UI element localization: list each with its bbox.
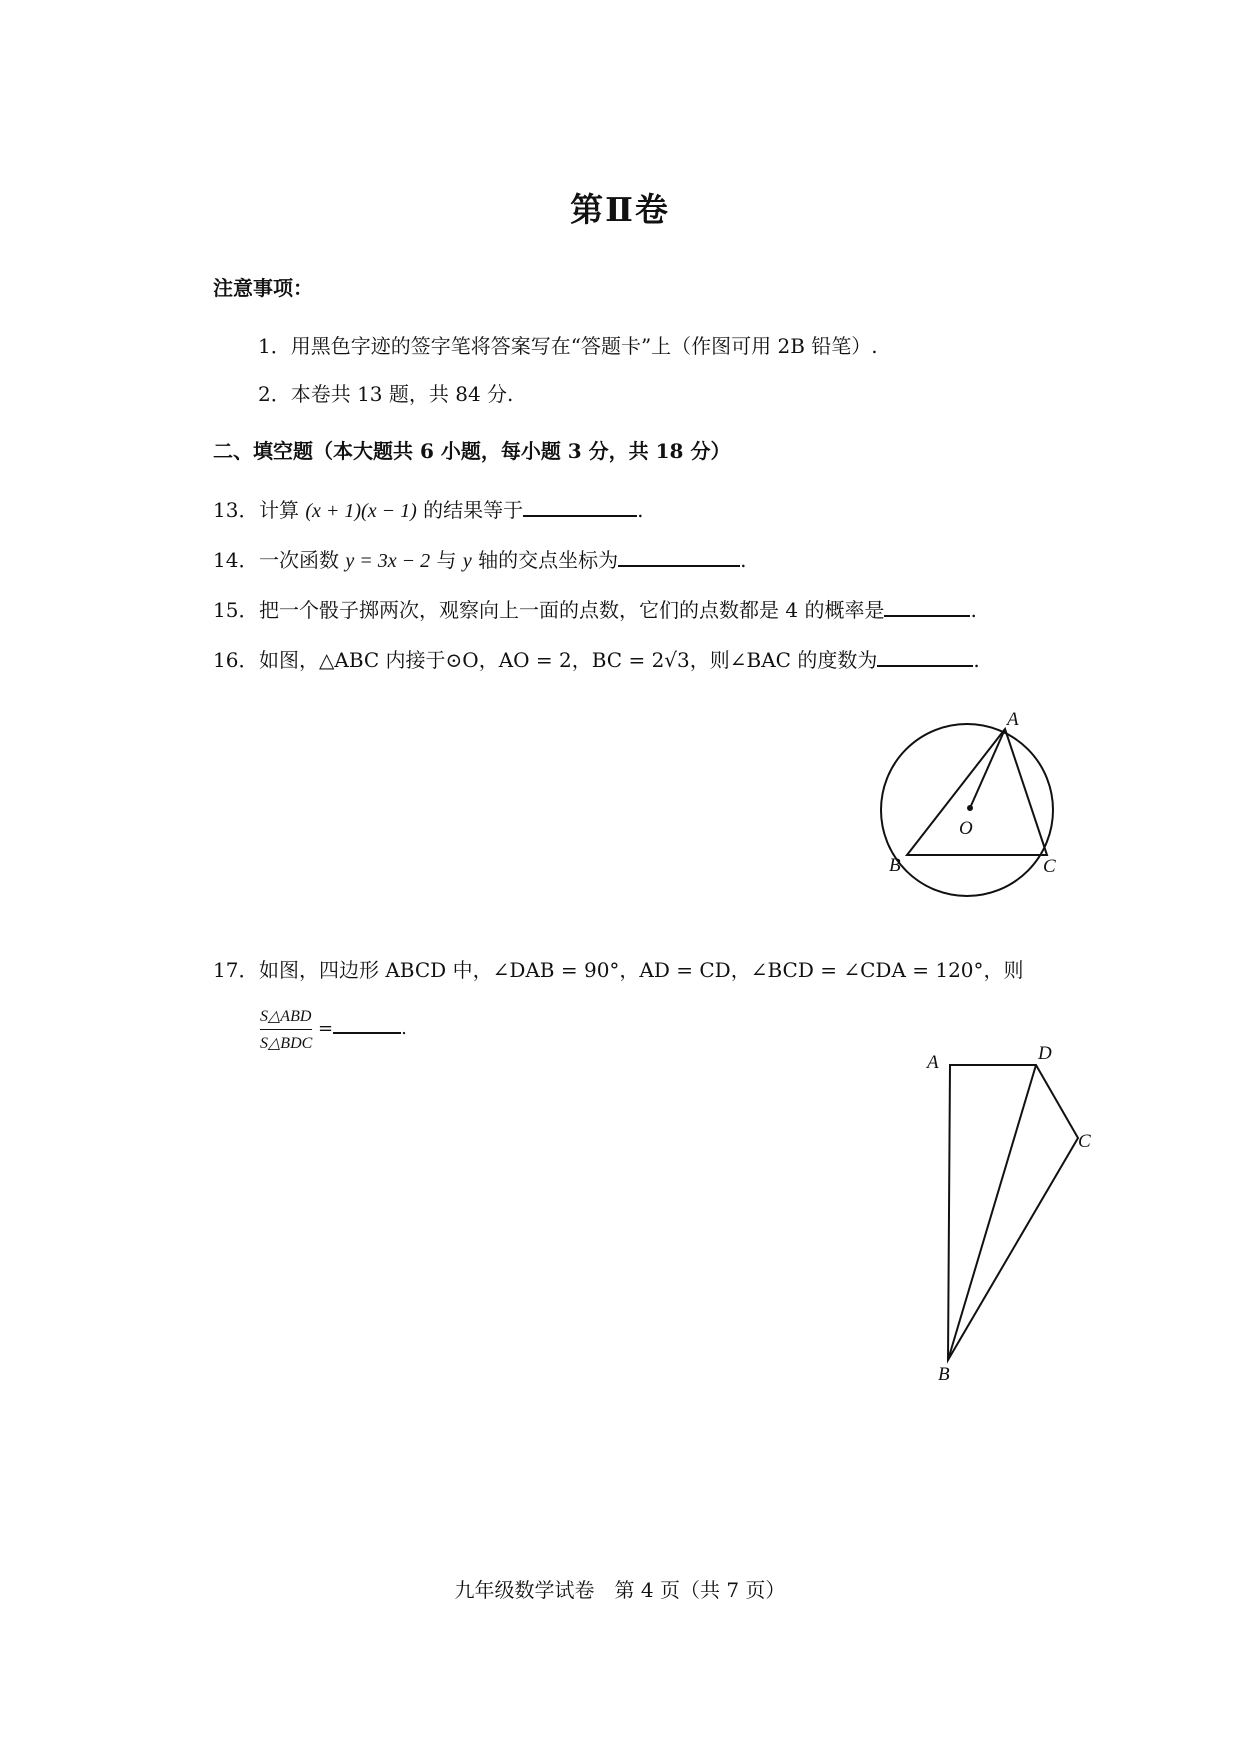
diagonal-bd [948,1065,1036,1360]
circle-o [881,724,1053,896]
question-15: 15．把一个骰子掷两次，观察向上一面的点数，它们的点数都是 4 的概率是 . [213,594,977,623]
notice-item-2: 2．本卷共 13 题，共 84 分. [258,382,514,406]
question-14: 14．一次函数 y = 3x − 2 与 y 轴的交点坐标为 . [213,544,746,573]
label-a: A [1007,709,1019,730]
fraction-denominator: S△BDC [260,1035,313,1052]
fraction-numerator: S△ABD [260,1008,312,1025]
answer-blank[interactable] [884,597,970,617]
label-c: C [1043,856,1056,877]
section-heading: 二、填空题（本大题共 6 小题，每小题 3 分，共 18 分） [213,439,731,463]
question-number: 14． [213,548,259,572]
figure-16-circle-triangle [875,708,1075,908]
center-point [967,805,973,811]
question-number: 17． [213,958,259,982]
formula: (x + 1)(x − 1) [305,500,417,522]
formula: y = 3x − 2 [345,550,431,572]
label-b: B [889,855,901,876]
answer-blank[interactable] [333,1018,401,1034]
label-d: D [1038,1043,1052,1064]
question-number: 13． [213,498,259,522]
fraction-bar [260,1029,312,1030]
question-number: 15． [213,598,259,622]
question-number: 16． [213,648,259,672]
figure-17-quadrilateral [910,1040,1100,1390]
label-c: C [1078,1131,1091,1152]
quadrilateral-abcd [948,1065,1078,1360]
answer-blank[interactable] [618,547,740,567]
label-o: O [959,818,973,839]
question-16: 16．如图，△ABC 内接于⊙O，AO = 2，BC = 2√3，则∠BAC 的度数为 . [213,644,980,673]
answer-blank[interactable] [523,497,637,517]
page-footer: 九年级数学试卷 第 4 页（共 7 页） [454,1578,786,1602]
question-17: 17．如图，四边形 ABCD 中，∠DAB = 90°，AD = CD，∠BCD = ∠CDA = 120°，则 [213,954,1024,983]
page-title: 第Ⅱ卷 [570,190,670,229]
label-b: B [938,1364,950,1385]
area-ratio-fraction [260,1006,312,1053]
question-13: 13．计算 (x + 1)(x − 1) 的结果等于 . [213,494,643,523]
notice-item-1: 1．用黑色字迹的签字笔将答案写在“答题卡”上（作图可用 2B 铅笔）. [258,334,878,358]
notice-heading: 注意事项： [213,276,313,300]
label-a: A [927,1052,939,1073]
answer-blank[interactable] [877,647,973,667]
fraction-equals: = . [318,1018,407,1039]
